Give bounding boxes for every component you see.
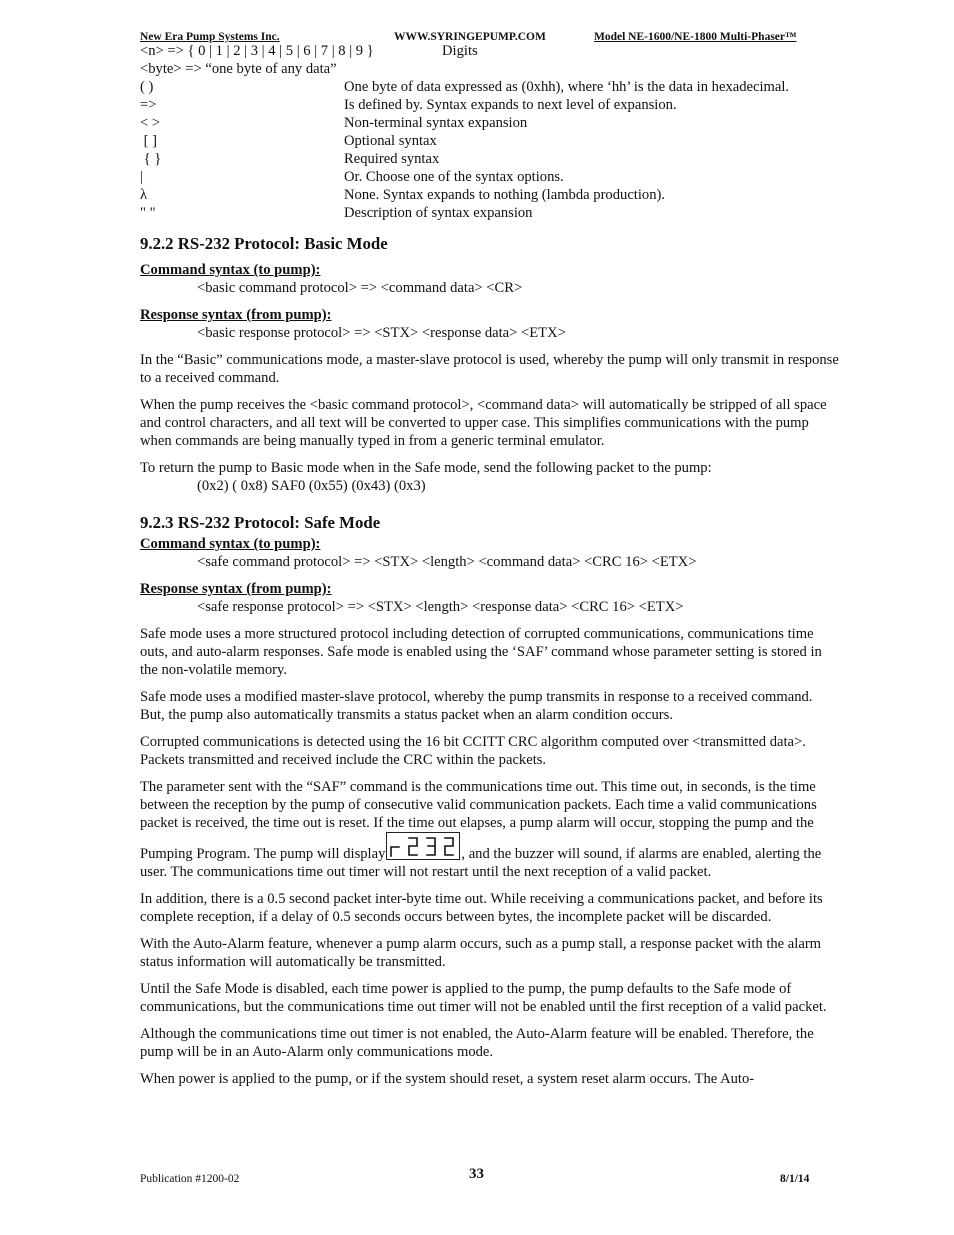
page-content [140, 42, 840, 1097]
notation-row [140, 150, 840, 168]
notation-row [140, 114, 840, 132]
notation-digits-desc: Digits [442, 43, 478, 59]
safe-paragraph: Safe mode uses a modified master-slave protocol, whereby the pump transmits in response to a received command. But, the pump also automatically transmits a status packet when an alarm condition occurs. [140, 689, 813, 723]
notation-key: [ ] [140, 133, 158, 149]
safe-response-syntax: <safe response protocol> => <STX> <length> <response data> <CRC 16> <ETX> [197, 599, 684, 615]
notation-table [140, 78, 840, 222]
safe-paragraph: Although the communications time out timer is not enabled, the Auto-Alarm feature will be enabled. Therefore, the pump will be in an Auto-Alarm only communications mode. [140, 1026, 814, 1060]
safe-paragraph-timeout [140, 778, 840, 881]
basic-response-label: Response syntax (from pump): [140, 307, 332, 323]
safe-paragraph: With the Auto-Alarm feature, whenever a pump alarm occurs, such as a pump stall, a response packet with the alarm status information will automatically be transmitted. [140, 936, 822, 970]
header-model: Model NE-1600/NE-1800 Multi-Phaser™ [594, 31, 797, 43]
safe-paragraph: When power is applied to the pump, or if the system should reset, a system reset alarm occurs. The Auto- [140, 1071, 755, 1087]
safe-timeout-text-a: The parameter sent with the “SAF” command is the communications time out. This time out, in seconds, is the time between the reception by the pump of consecutive valid communication packets. Each time a valid communications packet is received, the time out is reset. If the time out elapses, a pump alarm will occur, stopping the pump and the Pumping Program. The pump will display [140, 779, 817, 862]
notation-key: " " [140, 205, 156, 221]
notation-key: => [140, 97, 157, 113]
basic-paragraph: When the pump receives the <basic command protocol>, <command data> will automatically be stripped of all space and control characters, and all text will be converted to upper case. This simplifies communications with the pump when commands are being manually typed in from a generic terminal emulator. [140, 397, 827, 449]
notation-row [140, 168, 840, 186]
safe-command-syntax: <safe command protocol> => <STX> <length> <command data> <CRC 16> <ETX> [197, 554, 697, 570]
header-company: New Era Pump Systems Inc. [140, 31, 280, 43]
safe-command-label: Command syntax (to pump): [140, 536, 321, 552]
safe-timeout-text-b: , and the buzzer will sound, if alarms are enabled, alerting the user. The communications time out timer will not restart until the next reception of a valid packet. [140, 846, 822, 880]
notation-key: ( ) [140, 79, 154, 95]
safe-paragraph: Until the Safe Mode is disabled, each time power is applied to the pump, the pump defaults to the Safe mode of communications, but the communications time out timer will not be enabled until the first reception of a valid packet. [140, 981, 827, 1015]
notation-desc: One byte of data expressed as (0xhh), where ‘hh’ is the data in hexadecimal. [344, 79, 790, 95]
footer-publication: Publication #1200-02 [140, 1173, 240, 1185]
basic-packet: (0x2) ( 0x8) SAF0 (0x55) (0x43) (0x3) [197, 478, 426, 494]
notation-byte-line: <byte> => “one byte of any data” [140, 61, 337, 77]
notation-digits-key: <n> => { 0 | 1 | 2 | 3 | 4 | 5 | 6 | 7 | 8 | 9 } [140, 43, 374, 59]
basic-return-block [140, 459, 840, 495]
notation-key: | [140, 169, 143, 185]
lcd-r232-icon [387, 833, 459, 859]
section-heading-safe: 9.2.3 RS-232 Protocol: Safe Mode [140, 513, 381, 532]
notation-key: { } [140, 151, 162, 167]
notation-desc: None. Syntax expands to nothing (lambda production). [344, 187, 666, 203]
basic-response-block [140, 306, 840, 342]
basic-command-syntax: <basic command protocol> => <command data> <CR> [197, 280, 523, 296]
notation-row [140, 204, 840, 222]
footer-page-number: 33 [469, 1166, 484, 1182]
safe-command-block [140, 535, 840, 571]
notation-desc: Description of syntax expansion [344, 205, 533, 221]
basic-command-label: Command syntax (to pump): [140, 262, 321, 278]
notation-digits-row [140, 42, 840, 60]
safe-response-label: Response syntax (from pump): [140, 581, 332, 597]
safe-paragraph: In addition, there is a 0.5 second packet inter-byte time out. While receiving a communications packet, and before its complete reception, if a delay of 0.5 seconds occurs between bytes, the incomplete packet will be discarded. [140, 891, 823, 925]
notation-key: λ [140, 187, 148, 203]
basic-response-syntax: <basic response protocol> => <STX> <response data> <ETX> [197, 325, 566, 341]
notation-row [140, 78, 840, 96]
notation-desc: Optional syntax [344, 133, 437, 149]
basic-paragraph: In the “Basic” communications mode, a master-slave protocol is used, whereby the pump will only transmit in response to a received command. [140, 352, 839, 386]
notation-key: < > [140, 115, 161, 131]
notation-desc: Or. Choose one of the syntax options. [344, 169, 564, 185]
lcd-display-image [386, 832, 460, 860]
safe-response-block [140, 580, 840, 616]
notation-desc: Required syntax [344, 151, 440, 167]
basic-command-block [140, 261, 840, 297]
notation-row [140, 186, 840, 204]
notation-desc: Non-terminal syntax expansion [344, 115, 528, 131]
notation-desc: Is defined by. Syntax expands to next level of expansion. [344, 97, 677, 113]
basic-paragraph: To return the pump to Basic mode when in the Safe mode, send the following packet to the pump: [140, 460, 712, 476]
safe-paragraph: Corrupted communications is detected using the 16 bit CCITT CRC algorithm computed over <transmitted data>. Packets transmitted and received include the CRC within the packets. [140, 734, 806, 768]
section-heading-basic: 9.2.2 RS-232 Protocol: Basic Mode [140, 234, 388, 253]
header-website: WWW.SYRINGEPUMP.COM [394, 31, 546, 43]
safe-paragraph: Safe mode uses a more structured protocol including detection of corrupted communications, communications time outs, and auto-alarm responses. Safe mode is enabled using the ‘SAF’ command whose parameter setting is stored in the non-volatile memory. [140, 626, 822, 678]
notation-row [140, 132, 840, 150]
notation-row [140, 96, 840, 114]
notation-byte-row [140, 60, 840, 78]
footer-date: 8/1/14 [780, 1173, 810, 1185]
